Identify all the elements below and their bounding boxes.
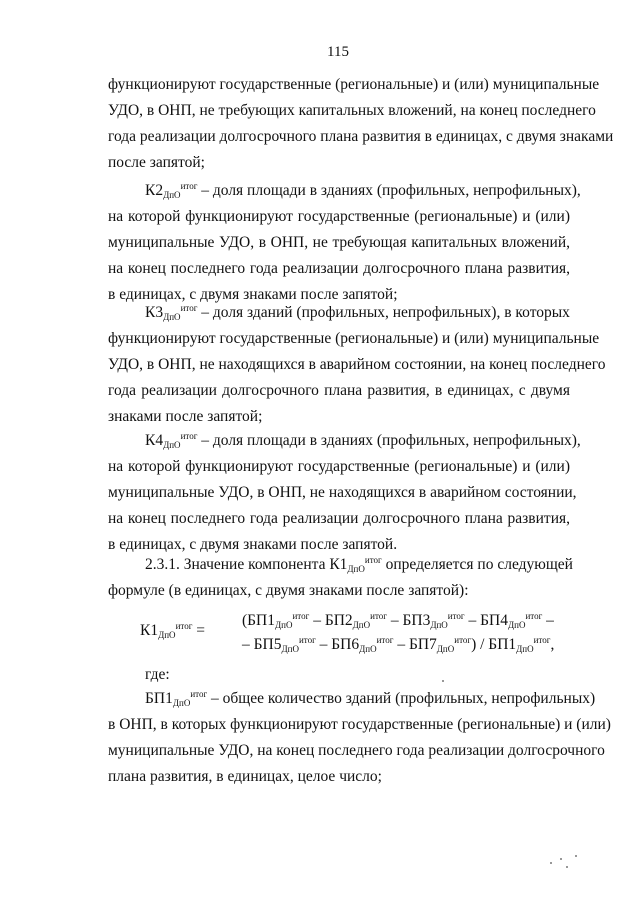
formula-line-1: ($БП1_{ДпО}^{итог} - БП2_{ДпО}^{итог} - БП3_{ДпО}^{итог} - БП4_{ДпО}^{итог}$ – xyxy=(242,611,554,630)
section-heading-line: 2.3.1. Значение компонента $К1_{ДпО}^{итог}$ определяется по следующей xyxy=(145,555,573,574)
k2-symbol: $К2_{ДпО}^{итог}$ xyxy=(145,181,198,200)
text-line: в ОНП, в которых функционируют государственные (региональные) и (или) xyxy=(108,716,611,733)
text-line: на конец последнего года реализации долгосрочного плана развития, xyxy=(108,510,570,527)
k2-definition-first-line: $К2_{ДпО}^{итог}$ – доля площади в зданиях (профильных, непрофильных), xyxy=(145,181,581,200)
formula-term: – $БП3_{ДпО}^{итог}$ xyxy=(386,611,465,630)
text-line: функционируют государственные (региональные) и (или) муниципальные xyxy=(108,76,600,93)
text-line: года реализации долгосрочного плана развития, в единицах, с двумя xyxy=(108,382,570,399)
text-line: плана развития, в единицах, целое число; xyxy=(108,768,382,785)
formula-term: ($БП1_{ДпО}^{итог}$ xyxy=(242,611,310,630)
formula-term: – $БП2_{ДпО}^{итог}$ xyxy=(309,611,387,630)
text-line: муниципальные УДО, в ОНП, не требующая капитальных вложений, xyxy=(108,234,570,251)
formula-term: – $БП7_{ДпО}^{итог}$ xyxy=(393,635,472,654)
scan-speck xyxy=(566,866,568,868)
formula-term: – $БП6_{ДпО}^{итог}$ xyxy=(315,635,394,654)
text-line: муниципальные УДО, в ОНП, не находящихся в аварийном состоянии, xyxy=(108,484,577,501)
formula-term: – $БП5_{ДпО}^{итог}$ xyxy=(242,635,316,654)
bp1-definition-first-line: $БП1_{ДпО}^{итог}$ – общее количество зданий (профильных, непрофильных) xyxy=(145,689,596,708)
text-line: на которой функционируют государственные (региональные) и (или) xyxy=(108,458,570,475)
text-line: функционируют государственные (региональные) и (или) муниципальные xyxy=(108,330,600,347)
text-line: формуле (в единицах, с двумя знаками после запятой): xyxy=(108,582,469,599)
formula-term: – $БП4_{ДпО}^{итог}$ xyxy=(464,611,543,630)
formula-line-2: – $БП5_{ДпО}^{итог} - БП6_{ДпО}^{итог} - БП7_{ДпО}^{итог}) / БП1_{ДпО}^{итог}$, xyxy=(242,635,555,654)
formula-term: ) / $БП1_{ДпО}^{итог}$ xyxy=(471,635,551,654)
scan-speck xyxy=(442,680,444,682)
k3-definition-first-line: $К3_{ДпО}^{итог}$ – доля зданий (профильных, непрофильных), в которых xyxy=(145,303,570,322)
bp1-symbol: $БП1_{ДпО}^{итог}$ xyxy=(145,689,208,708)
text-line: в единицах, с двумя знаками после запятой. xyxy=(108,536,398,553)
text-line: муниципальные УДО, на конец последнего года реализации долгосрочного xyxy=(108,742,605,759)
k4-symbol: $К4_{ДпО}^{итог}$ xyxy=(145,431,198,450)
formula-lhs: $К1_{ДпО}^{итог}$ = xyxy=(140,621,206,640)
scan-speck xyxy=(560,858,562,860)
text-line: УДО, в ОНП, не находящихся в аварийном состоянии, на конец последнего xyxy=(108,356,606,373)
where-label: где: xyxy=(145,666,170,683)
text-line: знаками после запятой; xyxy=(108,408,263,425)
k3-symbol: $К3_{ДпО}^{итог}$ xyxy=(145,303,198,322)
scan-speck xyxy=(550,862,552,864)
text-line: в единицах, с двумя знаками после запятой; xyxy=(108,286,398,303)
k4-definition-first-line: $К4_{ДпО}^{итог}$ – доля площади в зданиях (профильных, непрофильных), xyxy=(145,431,581,450)
text-line: УДО, в ОНП, не требующих капитальных вложений, на конец последнего xyxy=(108,102,596,119)
text-line: на конец последнего года реализации долгосрочного плана развития, xyxy=(108,260,570,277)
page-number: 115 xyxy=(327,44,349,60)
text-line: года реализации долгосрочного плана развития в единицах, с двумя знаками xyxy=(108,128,614,145)
text-line: после запятой; xyxy=(108,154,205,171)
text-line: на которой функционируют государственные (региональные) и (или) xyxy=(108,208,570,225)
scan-speck xyxy=(575,855,577,857)
